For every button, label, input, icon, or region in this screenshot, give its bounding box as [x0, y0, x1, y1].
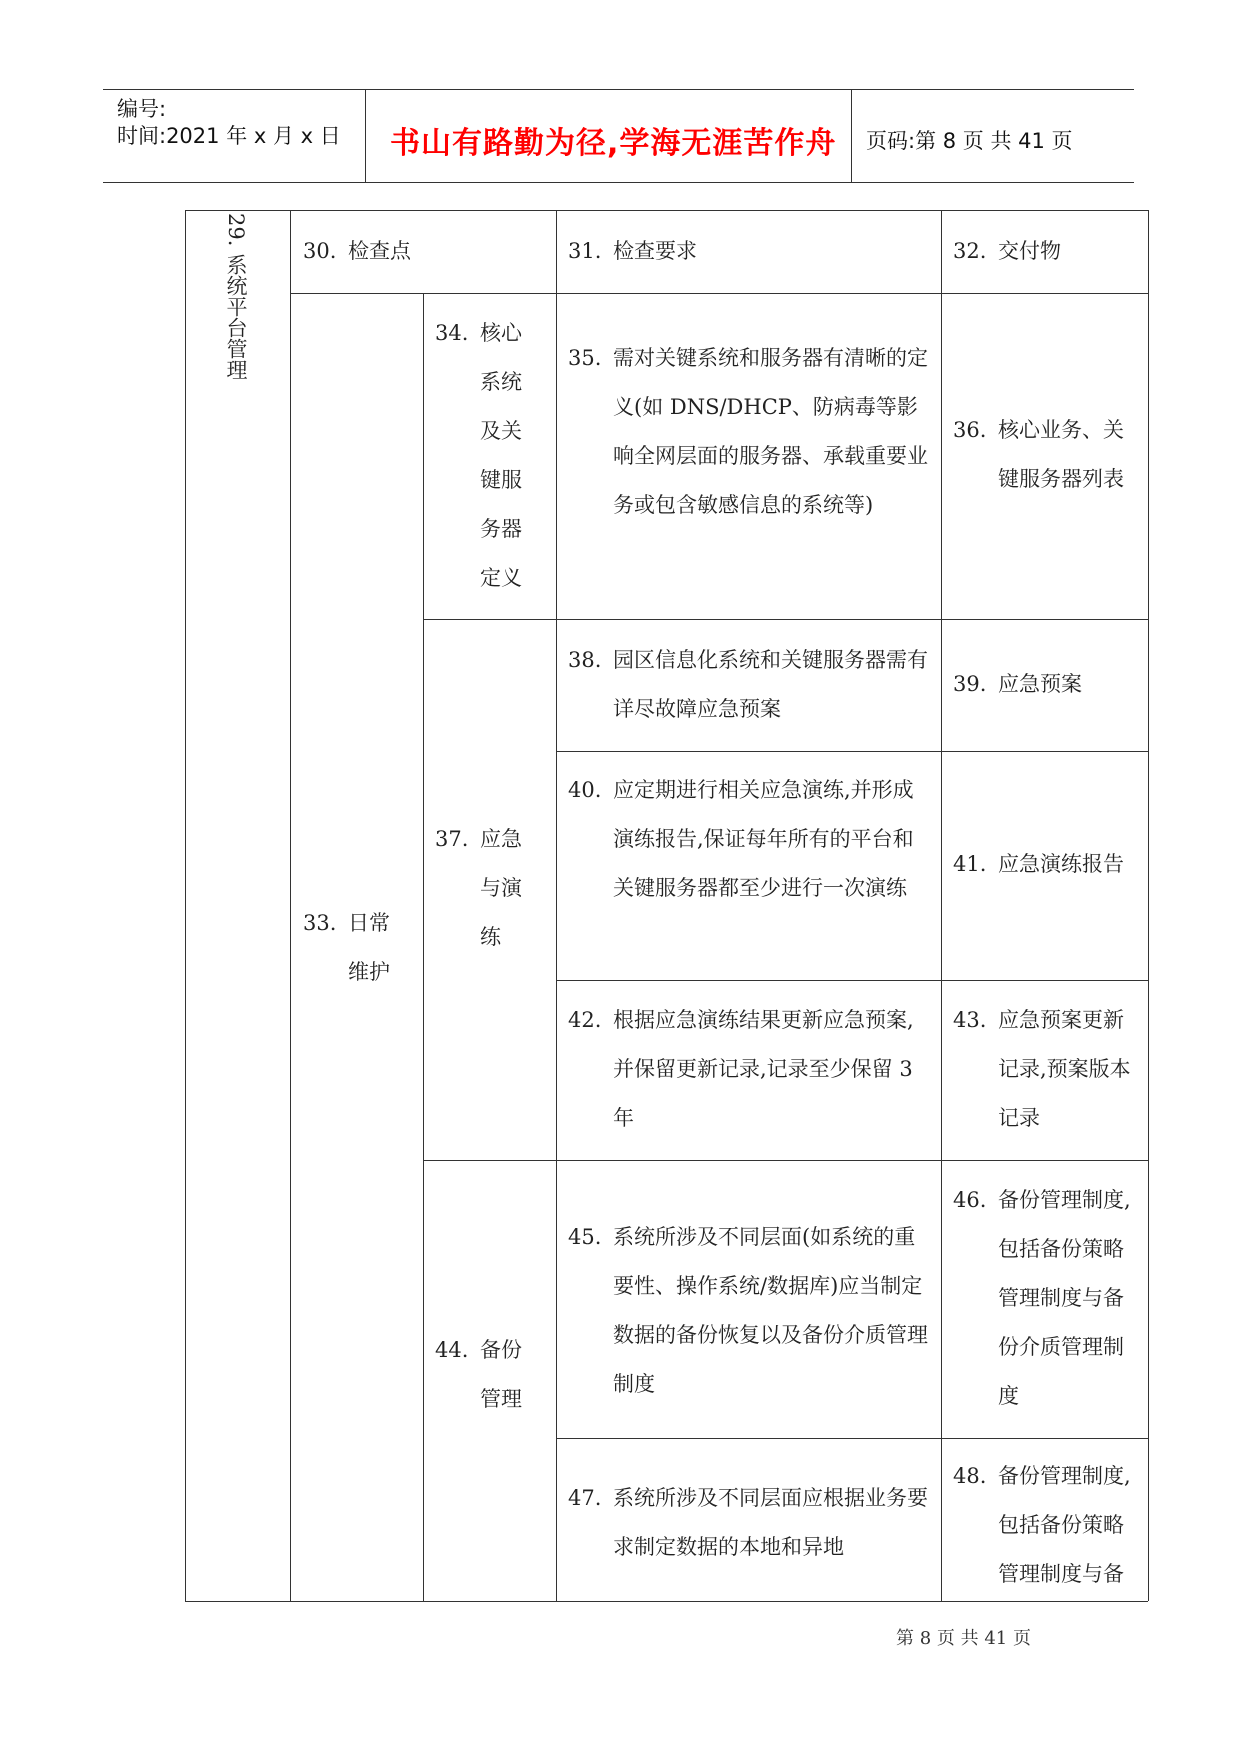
header-bottom-rule — [103, 182, 1134, 183]
header-top-rule — [103, 89, 1134, 90]
document-time-label: 时间:2021 年 x 月 x 日 — [117, 124, 341, 148]
table-border-right — [1148, 210, 1149, 1601]
header-divider-2 — [851, 89, 852, 182]
category-label: 系统平台管理 — [224, 254, 248, 380]
deliverable-36-text: 核心业务、关键服务器列表 — [998, 418, 1124, 491]
deliverable-41-num: 41. — [953, 852, 987, 876]
deliverable-46-text: 备份管理制度,包括备份策略管理制度与备份介质管理制度 — [998, 1188, 1131, 1408]
table-col-line-1 — [290, 210, 291, 1601]
page-number-label: 页码:第 8 页 共 41 页 — [866, 129, 1073, 153]
header-row-bottom-line — [290, 293, 1148, 294]
row-45-bottom-line — [556, 1438, 1148, 1439]
deliverable-39-text: 应急预案 — [998, 672, 1082, 696]
table-col-line-4 — [941, 210, 942, 1601]
deliverable-36-num: 36. — [953, 418, 987, 442]
requirement-40-text: 应定期进行相关应急演练,并形成演练报告,保证每年所有的平台和关键服务器都至少进行一次演练 — [613, 778, 914, 900]
header-checkpoint-num: 30. — [303, 239, 337, 263]
requirement-42-num: 42. — [568, 1008, 602, 1032]
header-deliverable-text: 交付物 — [998, 239, 1061, 263]
sub-emergency-drill-text: 应急与演练 — [480, 827, 522, 949]
table-border-left — [185, 210, 186, 1601]
header-motto: 书山有路勤为径,学海无涯苦作舟 — [390, 126, 837, 161]
requirement-42-text: 根据应急演练结果更新应急预案,并保留更新记录,记录至少保留 3 年 — [613, 1008, 914, 1130]
requirement-35-num: 35. — [568, 346, 602, 370]
requirement-47-text: 系统所涉及不同层面应根据业务要求制定数据的本地和异地 — [613, 1486, 928, 1559]
header-requirement-num: 31. — [568, 239, 602, 263]
deliverable-48-text: 备份管理制度,包括备份策略管理制度与备 — [998, 1464, 1131, 1586]
table-col-line-2 — [423, 293, 424, 1601]
deliverable-39-num: 39. — [953, 672, 987, 696]
sub-core-systems-num: 34. — [435, 321, 469, 345]
deliverable-48-num: 48. — [953, 1464, 987, 1488]
sub-backup-management-num: 44. — [435, 1338, 469, 1362]
requirement-45-text: 系统所涉及不同层面(如系统的重要性、操作系统/数据库)应当制定数据的备份恢复以及备份介质管理制度 — [613, 1225, 928, 1396]
sub-backup-management-text: 备份管理 — [480, 1338, 522, 1411]
page-footer: 第 8 页 共 41 页 — [896, 1628, 1031, 1649]
sub-emergency-drill-num: 37. — [435, 827, 469, 851]
deliverable-43-num: 43. — [953, 1008, 987, 1032]
checkpoint-text: 日常维护 — [348, 911, 390, 984]
requirement-38-num: 38. — [568, 648, 602, 672]
sub-core-systems-text: 核心系统及关键服务器定义 — [480, 321, 522, 590]
deliverable-43-text: 应急预案更新记录,预案版本记录 — [998, 1008, 1131, 1130]
table-border-bottom — [185, 1601, 1148, 1602]
table-col-line-3 — [556, 210, 557, 1601]
checkpoint-num: 33. — [303, 911, 337, 935]
group-2-bottom-line — [423, 1160, 1148, 1161]
category-number: 29. — [224, 213, 248, 247]
requirement-38-text: 园区信息化系统和关键服务器需有详尽故障应急预案 — [613, 648, 928, 721]
deliverable-41-text: 应急演练报告 — [998, 852, 1124, 876]
requirement-35-text: 需对关键系统和服务器有清晰的定义(如 DNS/DHCP、防病毒等影响全网层面的服务器、承载重要业务或包含敏感信息的系统等) — [613, 346, 928, 517]
document-number-label: 编号: — [117, 97, 167, 121]
header-divider-1 — [365, 89, 366, 182]
deliverable-46-num: 46. — [953, 1188, 987, 1212]
requirement-47-num: 47. — [568, 1486, 602, 1510]
group-1-bottom-line — [423, 619, 1148, 620]
row-38-bottom-line — [556, 751, 1148, 752]
row-40-bottom-line — [556, 980, 1148, 981]
requirement-45-num: 45. — [568, 1225, 602, 1249]
header-requirement-text: 检查要求 — [613, 239, 697, 263]
table-border-top — [185, 210, 1148, 211]
header-deliverable-num: 32. — [953, 239, 987, 263]
requirement-40-num: 40. — [568, 778, 602, 802]
header-checkpoint-text: 检查点 — [348, 239, 411, 263]
